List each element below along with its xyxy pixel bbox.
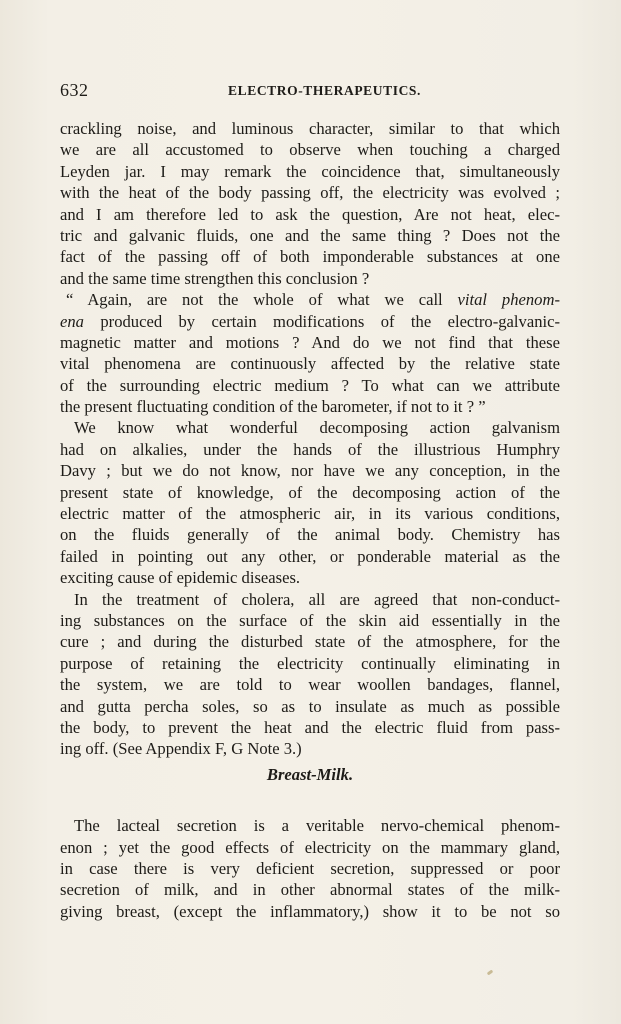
- text-line: electric matter of the atmospheric air, in its various conditions,: [60, 504, 560, 524]
- text-line: [60, 311, 560, 332]
- text-line: cure ; and during the disturbed state of the atmosphere, for the: [60, 632, 560, 652]
- body-text: [60, 118, 560, 922]
- text-line: Leyden jar. I may remark the coincidence that, simultaneously: [60, 161, 560, 181]
- text-line: purpose of retaining the electricity continually eliminating in: [60, 653, 560, 673]
- text-line: [60, 589, 560, 610]
- text-line: failed in pointing out any other, or ponderable material as the: [60, 546, 560, 566]
- italic-text: vital phenom-: [457, 290, 560, 310]
- text-line: on the fluids generally of the animal body. Chemistry has: [60, 525, 560, 545]
- text-line: and the same time strengthen this conclusion ?: [60, 268, 370, 288]
- text-line: [60, 815, 560, 836]
- paper-blemish: [487, 970, 494, 976]
- text-line: Davy ; but we do not know, nor have we any conception, in the: [60, 461, 560, 481]
- page-number: 632: [60, 80, 89, 100]
- text-line: secretion of milk, and in other abnormal states of the milk-: [60, 880, 560, 900]
- text-line: [60, 417, 560, 438]
- text-run: In the treatment of cholera, all are agreed that non-conduct-: [74, 589, 560, 609]
- text-line: and I am therefore led to ask the question, Are not heat, elec-: [60, 204, 560, 224]
- text-line: vital phenomena are continuously affected by the relative state: [60, 354, 560, 374]
- running-head: ELECTRO-THERAPEUTICS.: [228, 83, 422, 98]
- text-line: the system, we are told to wear woollen bandages, flannel,: [60, 675, 560, 695]
- italic-text: ena: [60, 311, 84, 331]
- text-run: We know what wonderful decomposing action galvanism: [74, 418, 560, 438]
- text-line: the body, to prevent the heat and the electric fluid from pass-: [60, 717, 560, 737]
- text-line: we are all accustomed to observe when touching a charged: [60, 140, 560, 160]
- text-line: ing substances on the surface of the skin aid essentially in the: [60, 610, 560, 630]
- text-line: in case there is very deficient secretion, suppressed or poor: [60, 858, 560, 878]
- text-run: produced by certain modifications of the electro-galvanic-: [83, 311, 560, 331]
- text-run: The lacteal secretion is a veritable nervo-chemical phenom-: [74, 816, 560, 836]
- text-line: exciting cause of epidemic diseases.: [60, 568, 301, 588]
- text-line: the present fluctuating condition of the barometer, if not to it ? ”: [60, 397, 486, 417]
- page-header: [60, 80, 560, 104]
- text-line: [60, 289, 560, 310]
- text-line: ing off. (See Appendix F, G Note 3.): [60, 739, 302, 759]
- text-line: magnetic matter and motions ? And do we not find that these: [60, 332, 560, 352]
- text-line: present state of knowledge, of the decomposing action of the: [60, 482, 560, 502]
- text-line: and gutta percha soles, so as to insulate as much as possible: [60, 696, 560, 716]
- text-run: “ Again, are not the whole of what we call: [66, 290, 458, 310]
- text-line: had on alkalies, under the hands of the illustrious Humphry: [60, 439, 560, 459]
- section-heading: Breast-Milk.: [266, 764, 354, 784]
- text-line: crackling noise, and luminous character, similar to that which: [60, 119, 560, 138]
- text-line: fact of the passing off of both imponderable substances at one: [60, 247, 560, 267]
- text-line: tric and galvanic fluids, one and the same thing ? Does not the: [60, 225, 560, 245]
- text-line: enon ; yet the good effects of electricity on the mammary gland,: [60, 837, 560, 857]
- text-line: of the surrounding electric medium ? To what can we attribute: [60, 375, 560, 395]
- text-line: giving breast, (except the inflammatory,) show it to be not so: [60, 901, 560, 921]
- text-line: with the heat of the body passing off, the electricity was evolved ;: [60, 183, 560, 203]
